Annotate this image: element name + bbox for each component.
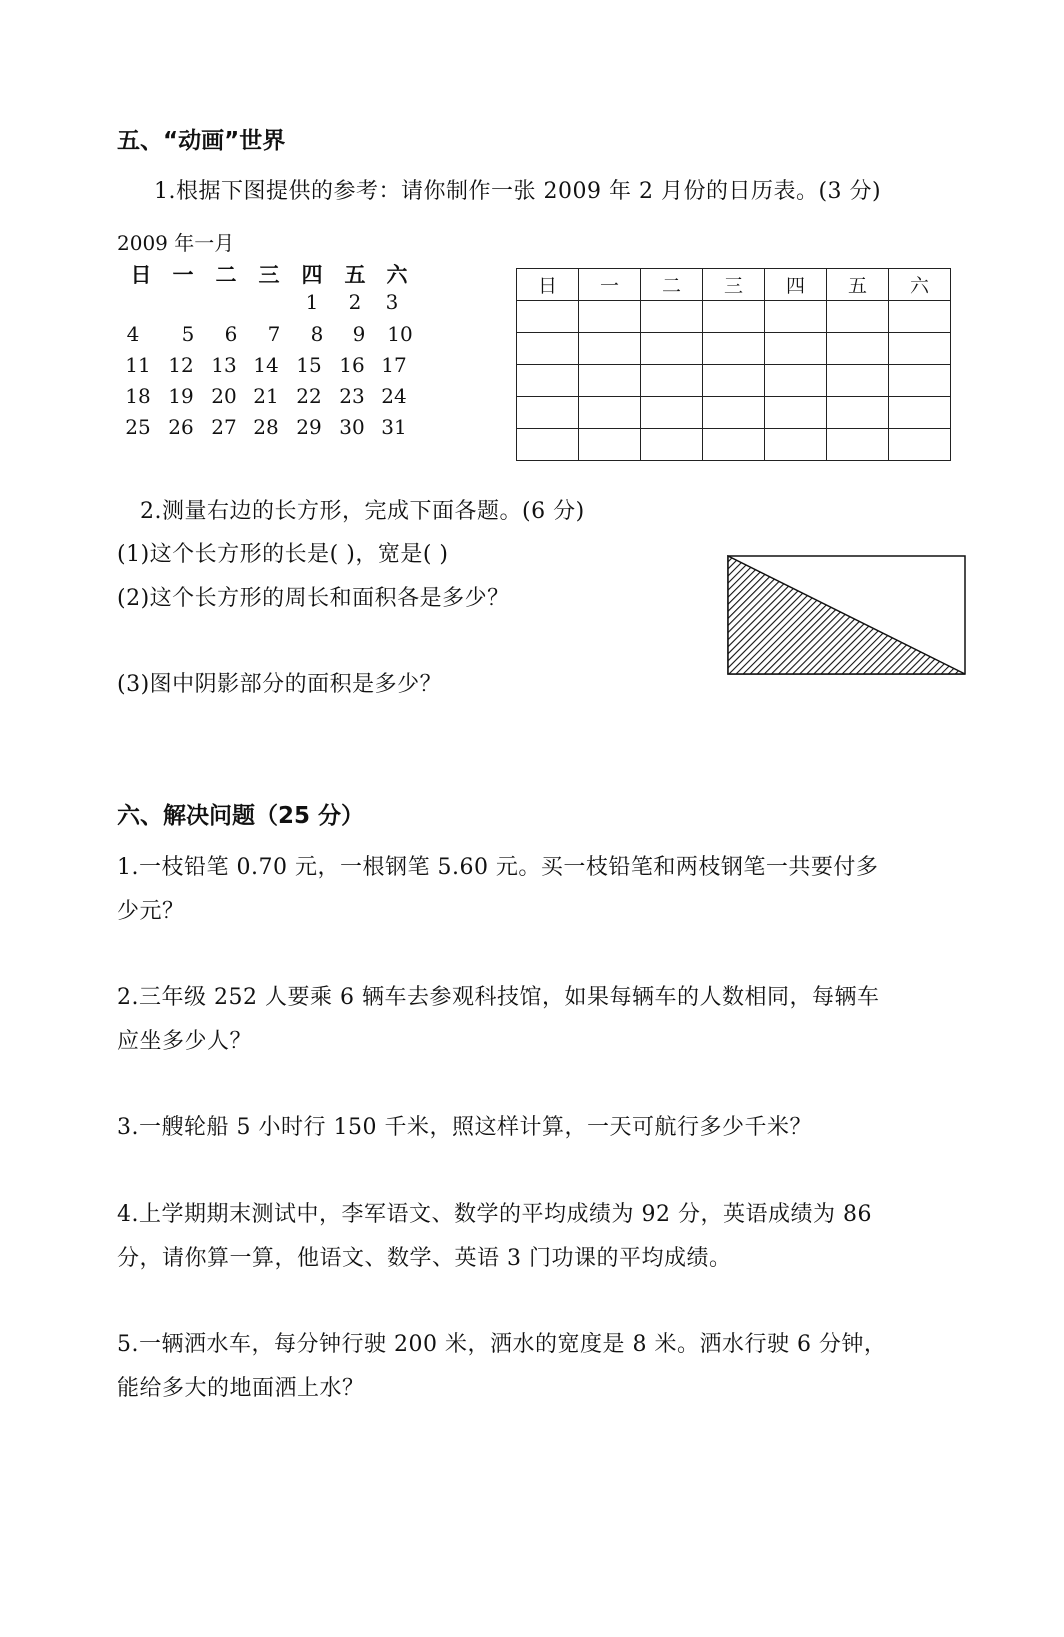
blank-cell — [765, 301, 827, 333]
ref-day: 24 — [381, 384, 407, 408]
ref-day: 22 — [296, 384, 322, 408]
ref-weekday: 三 — [258, 263, 280, 287]
ref-day: 14 — [253, 353, 279, 377]
ref-day: 8 — [310, 322, 324, 346]
blank-calendar-table — [516, 268, 951, 461]
problem-5-line2: 能给多大的地面洒上水？ — [117, 1376, 365, 1401]
ref-day: 4 — [126, 322, 140, 346]
ref-day: 28 — [253, 415, 279, 439]
blank-calendar-weekday: 六 — [889, 269, 951, 301]
ref-day: 20 — [211, 384, 237, 408]
blank-calendar-weekday: 日 — [517, 269, 579, 301]
blank-calendar-row — [517, 429, 951, 461]
blank-calendar-row — [517, 301, 951, 333]
ref-weekday: 一 — [172, 263, 194, 287]
blank-cell — [517, 365, 579, 397]
blank-cell — [889, 429, 951, 461]
problem-2-line1: 2.三年级 252 人要乘 6 辆车去参观科技馆，如果每辆车的人数相同，每辆车 — [117, 985, 880, 1010]
ref-day: 10 — [387, 322, 413, 346]
blank-cell — [579, 429, 641, 461]
ref-day: 11 — [125, 353, 151, 377]
ref-day: 5 — [181, 322, 195, 346]
ref-day: 12 — [168, 353, 194, 377]
ref-day: 19 — [168, 384, 194, 408]
section6-title: 六、解决问题（25 分） — [117, 803, 365, 829]
blank-calendar-weekday: 四 — [765, 269, 827, 301]
ref-weekday: 二 — [215, 263, 237, 287]
problem-2-line2: 应坐多少人？ — [117, 1029, 253, 1054]
blank-cell — [641, 365, 703, 397]
ref-day: 13 — [211, 353, 237, 377]
blank-cell — [827, 301, 889, 333]
blank-cell — [827, 429, 889, 461]
blank-cell — [579, 365, 641, 397]
blank-cell — [765, 333, 827, 365]
ref-day: 3 — [385, 290, 399, 314]
blank-calendar-row — [517, 365, 951, 397]
ref-day: 30 — [339, 415, 365, 439]
blank-cell — [889, 365, 951, 397]
blank-cell — [517, 301, 579, 333]
ref-day: 6 — [224, 322, 238, 346]
blank-cell — [703, 397, 765, 429]
ref-day: 9 — [352, 322, 366, 346]
ref-day: 29 — [296, 415, 322, 439]
q2-part3: (3)图中阴影部分的面积是多少？ — [117, 672, 443, 697]
blank-calendar-weekday: 五 — [827, 269, 889, 301]
blank-cell — [827, 397, 889, 429]
blank-cell — [827, 365, 889, 397]
q2-part1: (1)这个长方形的长是( )，宽是( ) — [117, 542, 449, 567]
blank-cell — [579, 301, 641, 333]
blank-cell — [765, 429, 827, 461]
blank-cell — [827, 333, 889, 365]
blank-calendar-row — [517, 397, 951, 429]
blank-cell — [889, 333, 951, 365]
ref-day: 31 — [381, 415, 407, 439]
ref-weekday: 五 — [344, 263, 366, 287]
blank-cell — [889, 397, 951, 429]
reference-calendar-title: 2009 年一月 — [117, 231, 235, 255]
blank-cell — [703, 429, 765, 461]
blank-cell — [579, 333, 641, 365]
q2-part2: (2)这个长方形的周长和面积各是多少？ — [117, 586, 510, 611]
ref-day: 1 — [305, 290, 319, 314]
ref-day: 15 — [296, 353, 322, 377]
blank-cell — [703, 333, 765, 365]
blank-cell — [517, 333, 579, 365]
ref-day: 23 — [339, 384, 365, 408]
ref-day: 25 — [125, 415, 151, 439]
ref-day: 2 — [348, 290, 362, 314]
ref-weekday: 六 — [386, 263, 408, 287]
problem-1-line1: 1.一枝铅笔 0.70 元，一根钢笔 5.60 元。买一枝铅笔和两枝钢笔一共要付多 — [117, 855, 879, 880]
ref-day: 27 — [211, 415, 237, 439]
ref-day: 7 — [267, 322, 281, 346]
blank-cell — [703, 301, 765, 333]
q2-text: 2.测量右边的长方形，完成下面各题。(6 分) — [140, 499, 585, 524]
ref-weekday: 四 — [301, 263, 323, 287]
blank-cell — [641, 333, 703, 365]
blank-calendar-weekday: 三 — [703, 269, 765, 301]
blank-cell — [641, 429, 703, 461]
problem-5-line1: 5.一辆洒水车，每分钟行驶 200 米，洒水的宽度是 8 米。洒水行驶 6 分钟， — [117, 1332, 887, 1357]
blank-cell — [517, 429, 579, 461]
section5-title: 五、“动画”世界 — [117, 128, 286, 154]
blank-cell — [579, 397, 641, 429]
blank-calendar-header-row — [517, 269, 951, 301]
problem-4-line2: 分，请你算一算，他语文、数学、英语 3 门功课的平均成绩。 — [117, 1246, 732, 1271]
blank-calendar-weekday: 二 — [641, 269, 703, 301]
blank-cell — [517, 397, 579, 429]
blank-cell — [889, 301, 951, 333]
ref-weekday: 日 — [130, 263, 152, 287]
ref-day: 18 — [125, 384, 151, 408]
problem-1-line2: 少元？ — [117, 899, 185, 924]
problem-3-line1: 3.一艘轮船 5 小时行 150 千米，照这样计算，一天可航行多少千米？ — [117, 1115, 812, 1140]
ref-day: 26 — [168, 415, 194, 439]
blank-cell — [641, 397, 703, 429]
blank-cell — [703, 365, 765, 397]
blank-calendar-row — [517, 333, 951, 365]
problem-4-line1: 4.上学期期末测试中，李军语文、数学的平均成绩为 92 分，英语成绩为 86 — [117, 1202, 872, 1227]
blank-cell — [641, 301, 703, 333]
ref-day: 17 — [381, 353, 407, 377]
ref-day: 16 — [339, 353, 365, 377]
q1-text: 1.根据下图提供的参考：请你制作一张 2009 年 2 月份的日历表。(3 分) — [154, 179, 882, 204]
ref-day: 21 — [253, 384, 279, 408]
blank-calendar-weekday: 一 — [579, 269, 641, 301]
rectangle-figure — [727, 555, 967, 677]
blank-cell — [765, 397, 827, 429]
blank-cell — [765, 365, 827, 397]
